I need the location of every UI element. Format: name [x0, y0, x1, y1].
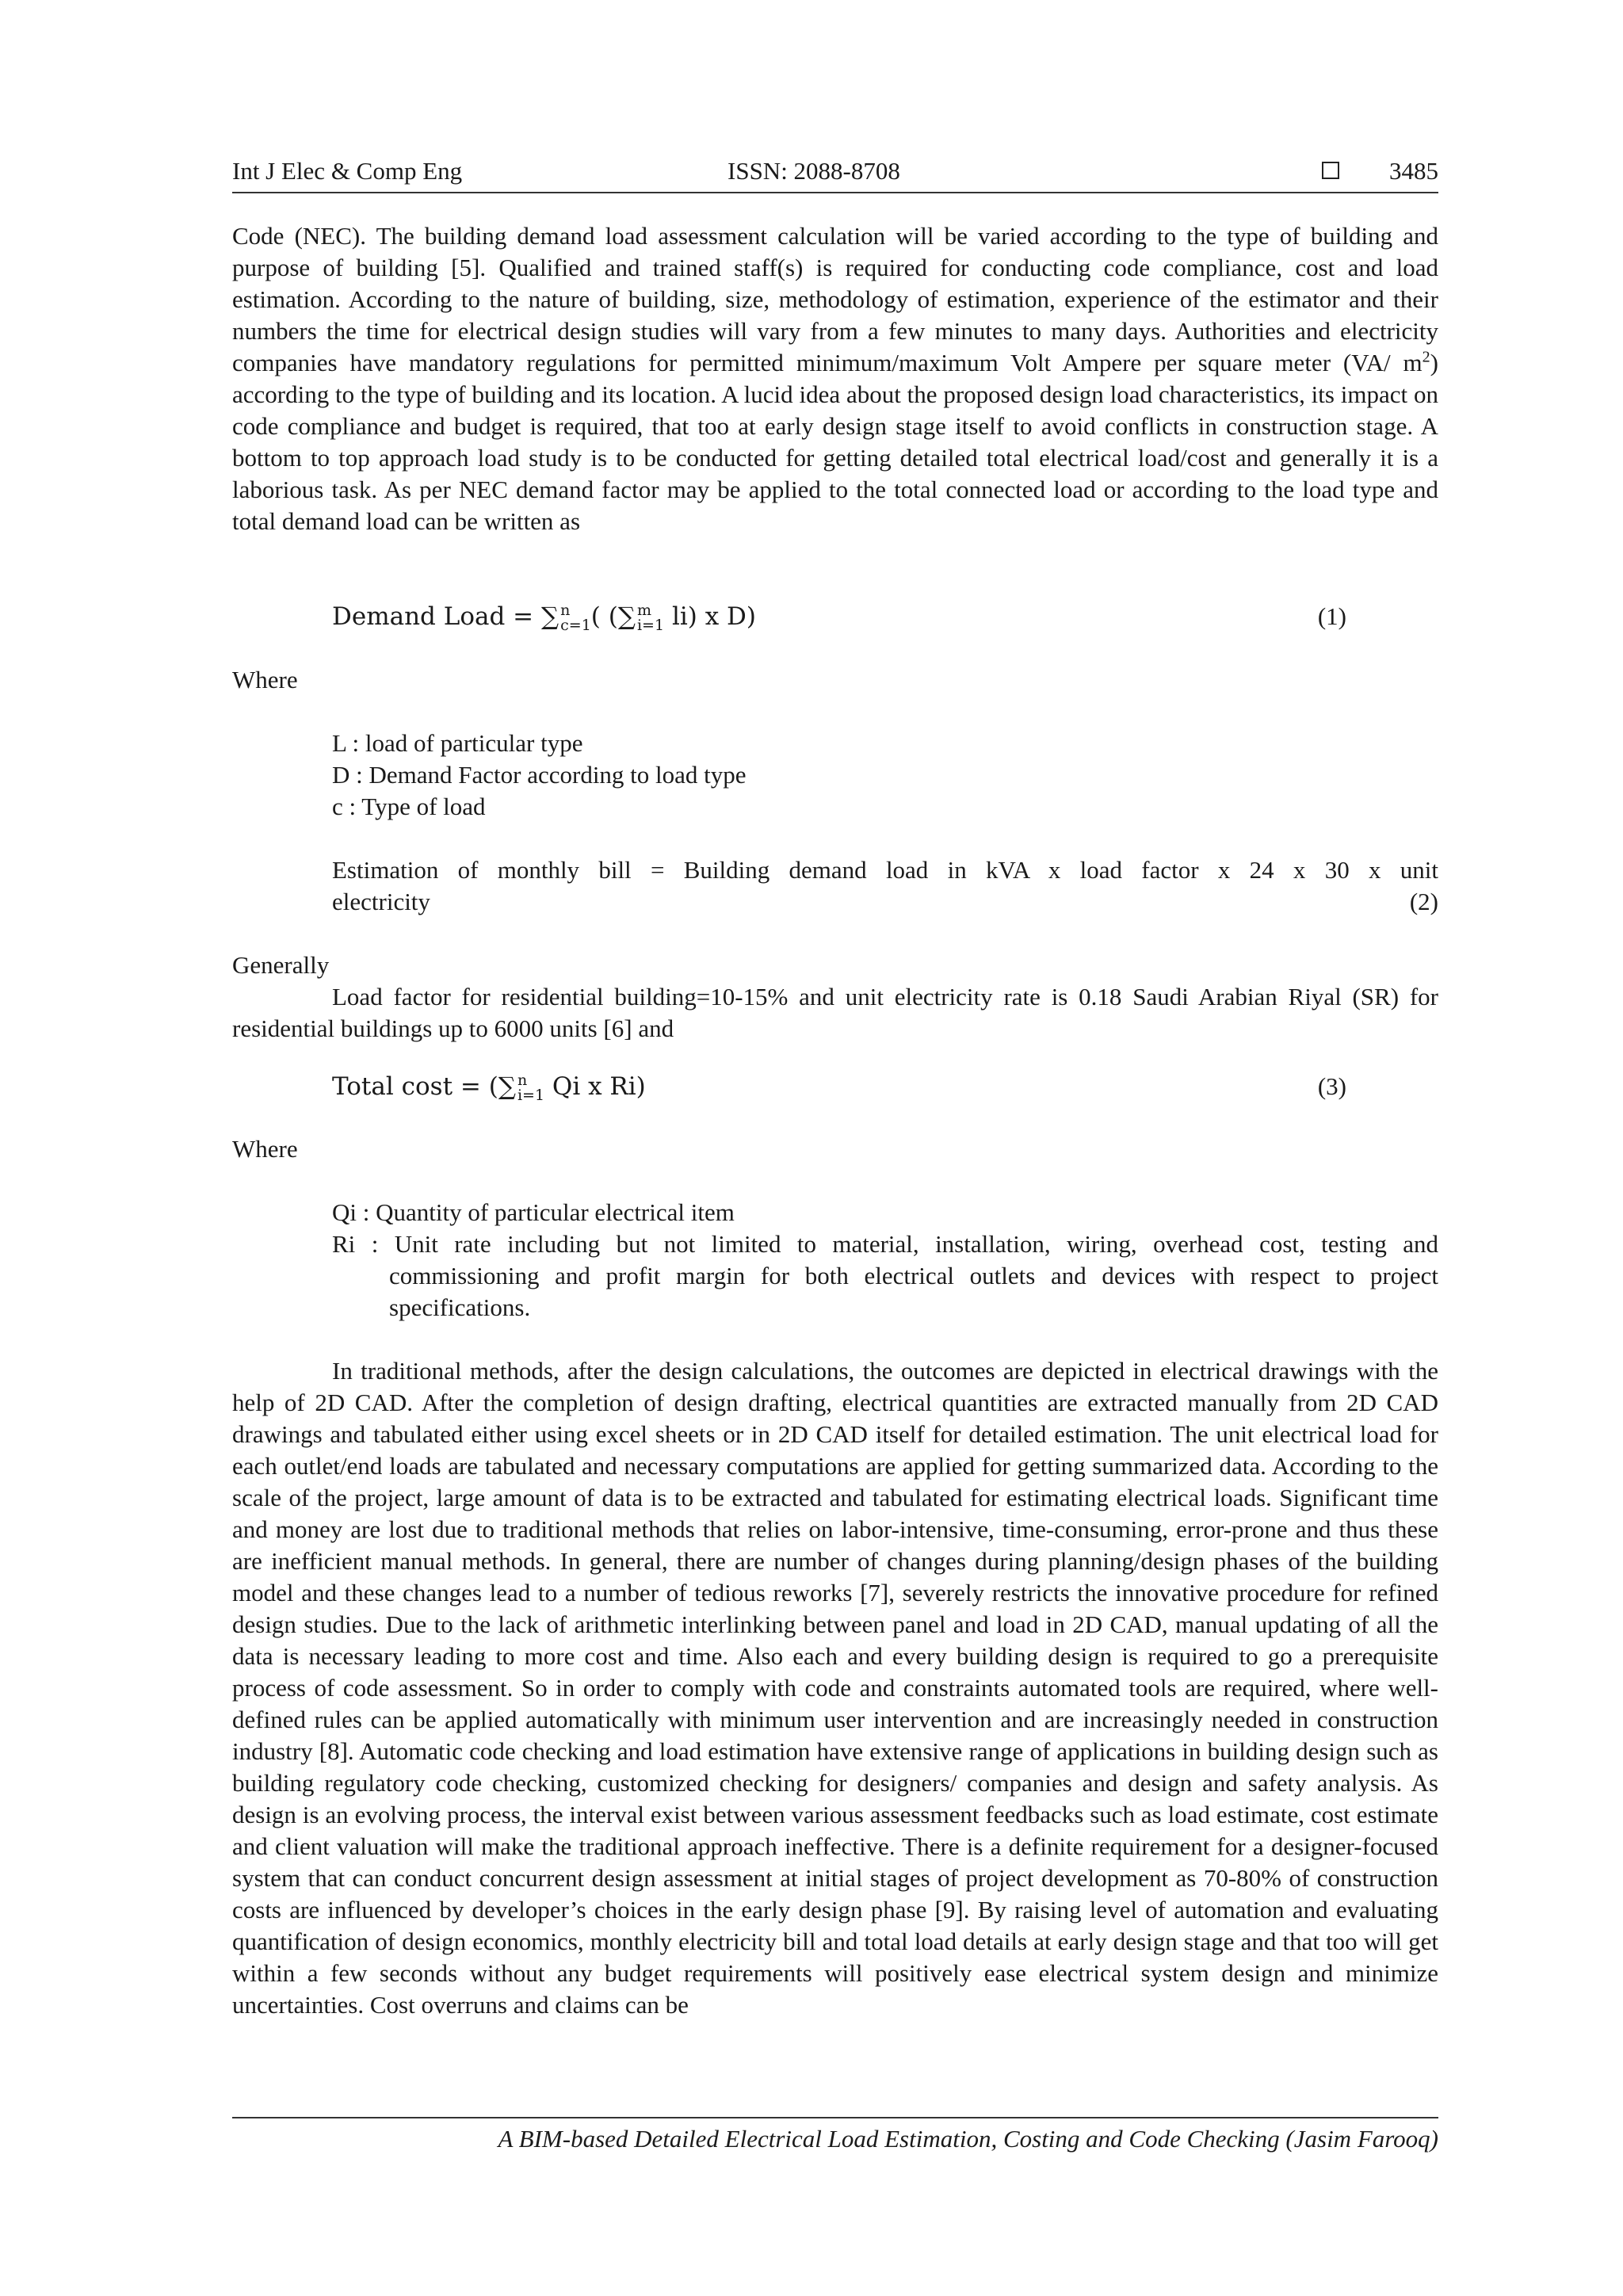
paragraph-intro: Code (NEC). The building demand load assessment calculation will be varied according to the type of building and purpose of building [5]. Qualified and trained staff(s) is required for conducting code compliance, cost and load estimation. According to the nature of building, size, methodology of estimation, experience of the estimator and their numbers the time for electrical design studies will vary from a few minutes to many days. Authorities and electricity companies have mandatory regulations for permitted minimum/maximum Volt Ampere per square meter (VA/ $m^2$) according to the type of building and its location. A lucid idea about the proposed design load characteristics, its impact on code compliance and budget is required, that too at early design stage itself to avoid conflicts in construction stage. A bottom to top approach load study is to be conducted for getting detailed total electrical load/cost and generally it is a laborious task. As per NEC demand factor may be applied to the total connected load or according to the load type and total demand load can be written as — [232, 222, 1438, 535]
definition-c: c : Type of load — [332, 793, 486, 820]
page-number: 3485 — [1389, 157, 1438, 185]
equation-3: Total cost = (∑ n i=1 Qi x Ri) (3) — [332, 1071, 1346, 1104]
sum-symbol: ∑ — [541, 602, 559, 631]
running-footer: A BIM-based Detailed Electrical Load Estimation, Costing and Code Checking (Jasim Farooq) — [232, 2117, 1438, 2155]
equation-1: Demand Load = ∑ n c=1 ( (∑ m i=1 li) x D) (1) — [332, 601, 1346, 634]
journal-name: Int J Elec & Comp Eng — [232, 157, 463, 185]
sum-symbol: ∑ — [498, 1072, 516, 1101]
equation-number: (2) — [1409, 888, 1438, 915]
equation-number: (3) — [1317, 1072, 1346, 1100]
definition-Ri: Ri : Unit rate including but not limited to material, installation, wiring, overhead cost, testing and commissioning and profit margin for both electrical outlets and devices with respect to project specifications. — [332, 1230, 1438, 1321]
sum-symbol: ∑ — [617, 602, 636, 631]
square-bullet-icon — [1322, 162, 1339, 179]
equation-2-line-2: electricity (2) — [332, 886, 1438, 918]
running-header — [232, 155, 1438, 193]
definition-Qi: Qi : Quantity of particular electrical item — [332, 1198, 735, 1226]
definition-L: L : load of particular type — [332, 729, 583, 757]
issn: ISSN: 2088-8708 — [727, 157, 900, 185]
where-label: Where — [232, 1135, 298, 1163]
equation-number: (1) — [1317, 602, 1346, 630]
generally-label: Generally — [232, 951, 330, 979]
definition-D: D : Demand Factor according to load type — [332, 761, 747, 789]
equation-2-line-1: Estimation of monthly bill = Building demand load in kVA x load factor x 24 x 30 x unit — [332, 856, 1438, 884]
definition-list-1 — [332, 728, 747, 823]
paragraph-traditional-methods: In traditional methods, after the design calculations, the outcomes are depicted in electrical drawings with the help of 2D CAD. After the completion of design drafting, electrical quantities are extracted manually from 2D CAD drawings and tabulated either using excel sheets or in 2D CAD itself for detailed estimation. The unit electrical load for each outlet/end loads are tabulated and necessary computations are applied for getting summarized data. According to the scale of the project, large amount of data is to be extracted and tabulated for estimating electrical loads. Significant time and money are lost due to traditional methods that relies on labor-intensive, time-consuming, error-prone and thus these are inefficient manual methods. In general, there are number of changes during planning/design phases of the building model and these changes lead to a number of tedious reworks [7], severely restricts the innovative procedure for refined design studies. Due to the lack of arithmetic interlinking between panel and load in 2D CAD, manual updating of all the data is necessary leading to more cost and time. Also each and every building design is required to go a prerequisite process of code assessment. So in order to comply with code and constraints automated tools are required, where well-defined rules can be applied automatically with minimum user intervention and are increasingly needed in construction industry [8]. Automatic code checking and load estimation have extensive range of applications in building design such as building regulatory code checking, customized checking for designers/ companies and design and safety analysis. As design is an evolving process, the interval exist between various assessment feedbacks such as load estimate, cost estimate and client valuation will make the traditional approach ineffective. There is a definite requirement for a designer-focused system that can conduct concurrent design assessment at initial stages of project development as 70-80% of construction costs are influenced by developer’s choices in the early design phase [9]. By raising level of automation and evaluating quantification of design economics, monthly electricity bill and total load details at early design stage and that too will get within a few seconds without any budget requirements will positively ease electrical system design and minimize uncertainties. Cost overruns and claims can be — [232, 1357, 1438, 2019]
paragraph-load-factor: Load factor for residential building=10-15% and unit electricity rate is 0.18 Saudi Arabian Riyal (SR) for residential buildings up to 6000 units [6] and — [232, 983, 1438, 1042]
where-label: Where — [232, 666, 298, 693]
